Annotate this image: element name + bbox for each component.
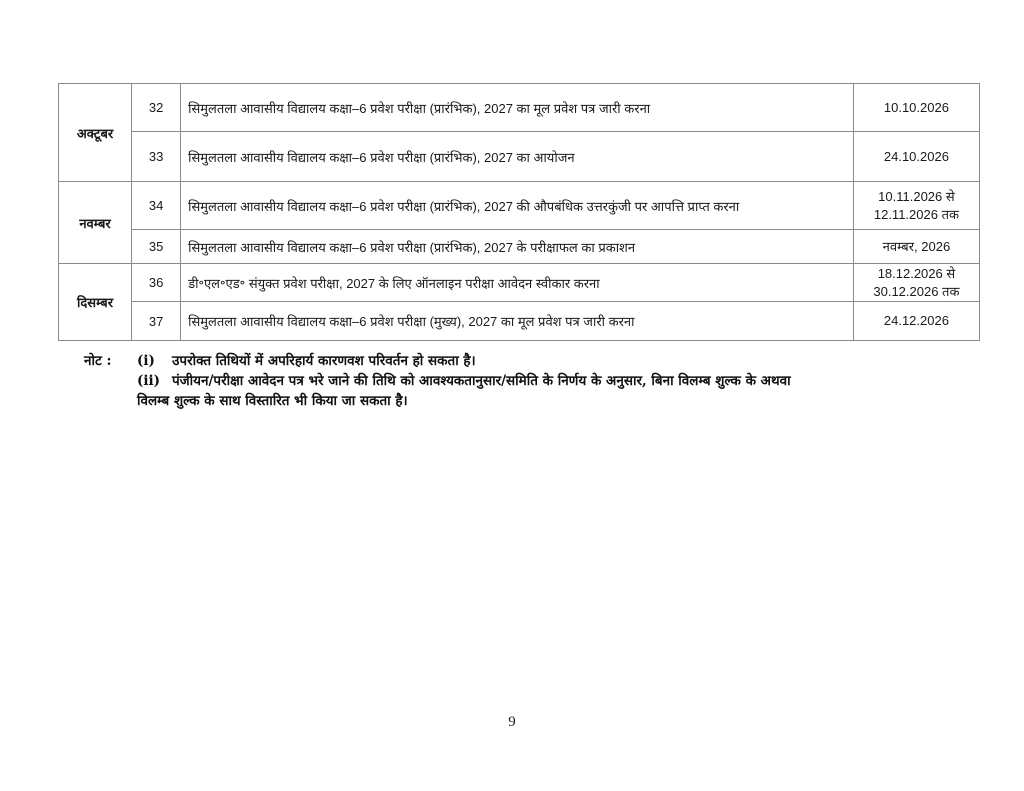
- note-item: [84, 351, 964, 371]
- event-date: 24.10.2026: [853, 132, 979, 182]
- note-label-spacer: [84, 371, 137, 391]
- date-end: 30.12.2026 तक: [873, 283, 960, 299]
- note-item: [84, 371, 964, 391]
- row-number: 36: [132, 264, 181, 302]
- table-row: [59, 84, 980, 132]
- table-row: [59, 302, 980, 341]
- event-date: नवम्बर, 2026: [853, 230, 979, 264]
- event-description: सिमुलतला आवासीय विद्यालय कक्षा–6 प्रवेश परीक्षा (प्रारंभिक), 2027 का आयोजन: [181, 132, 854, 182]
- note-text: पंजीयन/परीक्षा आवेदन पत्र भरे जाने की तिथि को आवश्यकतानुसार/समिति के निर्णय के अनुसार, बिना विलम्ब शुल्क के अथवा: [172, 373, 791, 389]
- row-number: 37: [132, 302, 181, 341]
- note-index: (ii): [137, 373, 161, 389]
- table-row: [59, 182, 980, 230]
- date-start: 18.12.2026 से: [877, 265, 956, 281]
- date-end: 12.11.2026 तक: [873, 206, 959, 222]
- table-row: [59, 264, 980, 302]
- month-cell-october: अक्टूबर: [59, 84, 132, 182]
- page-number: 9: [508, 714, 516, 730]
- event-date: 10.10.2026: [853, 84, 979, 132]
- event-date-range: [853, 264, 979, 302]
- note-index: (i): [137, 353, 155, 369]
- event-description: सिमुलतला आवासीय विद्यालय कक्षा–6 प्रवेश परीक्षा (प्रारंभिक), 2027 की औपबंधिक उत्तरकुंजी पर आपत्ति प्राप्त करना: [181, 182, 854, 230]
- table-row: [59, 230, 980, 264]
- row-number: 35: [132, 230, 181, 264]
- schedule-table: [58, 83, 980, 341]
- event-date: 24.12.2026: [853, 302, 979, 341]
- event-description: सिमुलतला आवासीय विद्यालय कक्षा–6 प्रवेश परीक्षा (प्रारंभिक), 2027 का मूल प्रवेश पत्र जारी करना: [181, 84, 854, 132]
- row-number: 34: [132, 182, 181, 230]
- notes-label: नोट :: [84, 353, 112, 369]
- row-number: 32: [132, 84, 181, 132]
- month-cell-december: दिसम्बर: [59, 264, 132, 341]
- row-number: 33: [132, 132, 181, 182]
- event-description: सिमुलतला आवासीय विद्यालय कक्षा–6 प्रवेश परीक्षा (मुख्य), 2027 का मूल प्रवेश पत्र जारी करना: [181, 302, 854, 341]
- event-description: सिमुलतला आवासीय विद्यालय कक्षा–6 प्रवेश परीक्षा (प्रारंभिक), 2027 के परीक्षाफल का प्रकाशन: [181, 230, 854, 264]
- event-date-range: [853, 182, 979, 230]
- note-continuation: विलम्ब शुल्क के साथ विस्तारित भी किया जा सकता है।: [137, 393, 408, 409]
- notes-section: [84, 351, 964, 411]
- event-description: डी॰एल॰एड॰ संयुक्त प्रवेश परीक्षा, 2027 के लिए ऑनलाइन परीक्षा आवेदन स्वीकार करना: [181, 264, 854, 302]
- month-cell-november: नवम्बर: [59, 182, 132, 264]
- note-text: उपरोक्त तिथियों में अपरिहार्य कारणवश परिवर्तन हो सकता है।: [172, 353, 476, 369]
- date-start: 10.11.2026 से: [878, 188, 955, 204]
- table-row: [59, 132, 980, 182]
